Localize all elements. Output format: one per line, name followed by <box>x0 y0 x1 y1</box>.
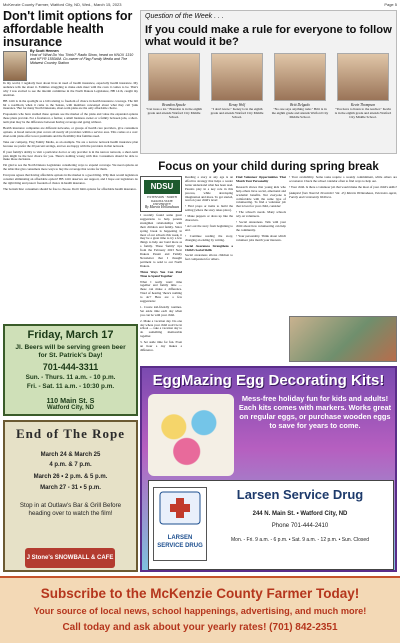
showtime: March 27 - 31 • 5 p.m. <box>40 485 101 491</box>
student-card <box>208 53 266 119</box>
article-paragraph: I'm glad to see the North Dakota Legislature considering ways to expand coverage. We need options on the table that give consumers more ways to buy the coverage that works for them. <box>3 163 138 172</box>
showtime: March 24 & March 25 <box>40 452 101 458</box>
student-answer: "You have to listen to the teacher." Kevin is in the eighth grade and attends Watford City Middle School. <box>334 107 392 120</box>
ad-hours-weekend: Fri. - Sat. 11 a.m. - 10:30 p.m. <box>26 383 115 390</box>
student-photo <box>211 53 263 101</box>
student-answer: "I don't know." Kenzy is in the eighth grade and attends Watford City Middle School. <box>210 107 264 120</box>
focus-paragraph: • Continue reading the story, changing an ending by writing. <box>185 233 233 242</box>
focus-paragraph: • Your availability. Some tasks require a weekly commitment, while others are occasional. Check the school calendar often to find ways to help out. <box>289 175 397 183</box>
article-paragraph: Everyone agrees that having affordable options in the market is a good thing. Why then would legislators consider eliminating an affordable option? HB 1416 deserves our support, and I hope our legislators do the right thing and protect freedom of choice in health insurance. <box>3 173 138 185</box>
student-photo <box>148 53 200 101</box>
article-paragraph: In my world, I regularly hear about lives in need of health insurance, especially health insurance. My audience tells me about it. Families struggling to make ends meet with the costs it comes to be. That's why I was excited to see the interim committee in the North Dakota Legislature, HB 1416, caught my attention. <box>3 81 138 97</box>
article-paragraph: HB 1416 is in the spotlight as a bill relating to freedom of choice in health insurance coverage. The bill hit a roadblock when it came to the Senate, with members concerned about what they call 'junk insurance.' But for many North Dakotans, short-term plans are the only affordable choice. <box>3 98 138 111</box>
focus-paragraph: • Act out the story from beginning to end. <box>185 223 233 232</box>
pharmacy-icon <box>158 488 202 528</box>
focus-paragraph: • Make puppets or dress up like the characters. <box>185 214 233 223</box>
larsen-logo <box>153 487 207 561</box>
ndsu-logo: NDSU <box>144 180 180 194</box>
page-header <box>3 2 397 8</box>
student-name: Brandon Spacke <box>162 103 186 107</box>
article-paragraph: Health insurance companies are different networks, or groups of health care providers, give consumers options. A broad network plan covers all nearly all providers within a service area. This comes at a cost: short-term plans offer lower premiums and the flexibility that families need. <box>3 126 138 138</box>
focus-column-1 <box>140 213 182 352</box>
ad-hours-weekday: Sun. - Thurs. 11 a.m. - 10 p.m. <box>25 374 116 381</box>
focus-column-3 <box>236 176 286 344</box>
article-headline: Don't limit options for affordable health insurance <box>3 9 133 49</box>
store-address: 244 N. Main St. • Watford City, ND <box>252 511 348 517</box>
subscribe-call: Call today and ask about your yearly rates! (701) 842-2351 <box>62 622 338 633</box>
student-card <box>271 53 329 119</box>
qow-label: Question of the Week . . . <box>145 13 224 20</box>
question-of-the-week <box>140 10 397 154</box>
byline-name: By Scott Hennen <box>30 49 59 53</box>
student-name: Britt Delgado <box>290 103 310 107</box>
store-name: Larsen Service Drug <box>236 487 364 502</box>
subscribe-headline: Subscribe to the McKenzie County Farmer Today! <box>40 586 360 601</box>
end-of-the-rope-ad <box>3 420 138 572</box>
focus-column-4 <box>289 176 397 314</box>
subscribe-banner <box>0 576 400 643</box>
focus-paragraph: 1. Create kid-friendly routines. Set aside time each day when you can be with your child. <box>140 304 182 317</box>
page-number: Page 5 <box>384 2 397 7</box>
author-photo <box>3 51 27 81</box>
store-hours: Mon. - Fri. 9 a.m. - 6 p.m. • Sat. 9 a.m. - 12 p.m. • Sun. Closed <box>231 537 369 543</box>
egg-decorating-ad <box>140 366 397 572</box>
focus-paragraph: • Find props or items to build the setting (where the story takes place). <box>185 204 233 213</box>
showtime: 4 p.m. & 7 p.m. <box>49 462 92 468</box>
focus-paragraph: (Adapted from Nourish Newsletter Vol. 45) Marcia Hellandsaas, Extension Agent, Family and Community Wellness. <box>289 190 397 199</box>
focus-paragraph: Reading a story at any age is an effective strategy that helps a reader better understand what has been read. Parents play in a key role in this process, while developing imagination and more. To get started, read on your child's level: <box>185 175 233 203</box>
egg-ad-body: Mess-free holiday fun for kids and adults! Each kits comes with markers. Works great on regular eggs, or purchase wooden eggs to save for years to come. <box>238 394 392 430</box>
focus-paragraph: What I really want: time together and family time — these can make a difference. Tired of hearing 'there's nothing to do'? Here are a few suggestions: <box>140 279 182 304</box>
student-answer: "Cut trees a lot." Brandon is in the eighth grade and attends Watford City Middle School. <box>146 107 202 120</box>
focus-paragraph: I recently found some great suggestions to help parents strengthen relationships with their children and family. Since spring break is happening in most of our schools this week, it may be a great time to try a few things to help our bond more as a family. These 'family' tips from the February 2023 Next Dakota Parent and Family Newsletter that I thought pertinent to send to our North Dakota. <box>140 213 182 268</box>
ad-green-beer-text: Jl. Beers will be serving green beer for St. Patrick's Day! <box>15 344 126 359</box>
ad-phone: 701-444-3311 <box>42 362 99 372</box>
family-photo <box>289 316 397 362</box>
article-paragraph: If your family's ability to visit a particular doctor or any provider is in the narrow network, a short-term plan might be the best choice for you. There's nothing wrong with that. Consumers should be able to make those decisions. <box>3 149 138 162</box>
focus-headline: Focus on your child during spring break <box>158 161 379 173</box>
qow-question: If you could make a rule for everyone to follow what would it be? <box>145 24 392 48</box>
ndsu-extension-box <box>140 176 182 212</box>
focus-paragraph: • Your personality. Think about which volunteer jobs match your interests. <box>236 233 286 242</box>
focus-author: By Marcia Hellandsaas <box>144 205 179 209</box>
snowball-cafe-logo: J Stone's SNOWBALL & CAFE <box>25 548 115 568</box>
focus-paragraph: • The school's needs. Many schools rely on volunteers. <box>236 210 286 219</box>
focus-subhead: Find Volunteer Opportunities That Match Your Personality <box>236 175 286 183</box>
ad-address: 110 Main St. S <box>46 396 95 405</box>
focus-paragraph: • Your child. Is there a volunteer job that would make the most of your child's skills? <box>289 184 397 189</box>
focus-subhead: Three Ways You Can Find Time to Spend Together <box>140 269 182 278</box>
subscribe-tagline: Your source of local news, school happenings, advertising, and much more! <box>33 606 367 616</box>
store-phone: Phone 701-444-2410 <box>271 523 329 529</box>
article-paragraph: Proponents who have studied these options see the market of the plans and value the expanded options these plans provide. For a freelancer, a farmer, a small business owner or a family between jobs, a short-term plan may be the difference between having coverage and going without. <box>3 112 138 125</box>
film-title: End of The Rope <box>15 426 126 441</box>
student-name: Kenzy Wolf <box>228 103 246 107</box>
st-patricks-ad <box>3 324 138 416</box>
focus-paragraph: • Social Awareness. Talk with your child about how volunteering can help the community. <box>236 220 286 232</box>
egg-kit-photo <box>148 394 234 476</box>
article-paragraph: Take our company, Flag Family Media, as an example. We are a narrow network health insurance plan because we prefer the 20 percent savings, and we are happy with the providers in that network. <box>3 139 138 148</box>
ad-day: Friday, March 17 <box>27 329 114 341</box>
egg-ad-title: EggMazing Egg Decorating Kits! <box>152 372 385 389</box>
article-body <box>3 82 138 192</box>
rope-note: Stop in at Outlaw's Bar & Grill Before heading over to watch the film! <box>19 502 122 517</box>
student-card <box>334 53 392 119</box>
focus-column-2 <box>185 176 233 344</box>
focus-subhead: Social Awareness Strengthens a Child's Social Skills <box>185 243 233 252</box>
focus-paragraph: 3. Set aside time for fun. Even an hour a day makes a difference. <box>140 340 182 352</box>
article-paragraph: The bottom line: consumers should be free to choose. Don't limit options for affordable health insurance. <box>3 186 137 191</box>
header-left: McKenzie County Farmer, Watford City, ND, Wed., March 15, 2023 <box>3 2 122 7</box>
ndsu-extension-label: EXTENSION · NORTH DAKOTA STATE UNIVERSITY <box>147 195 177 206</box>
ad-city: Watford City, ND <box>47 405 94 411</box>
focus-paragraph: 2. Make a vacation day. Do one day where your child won't be in school — take a vacation day to do something memorable together. <box>140 318 182 339</box>
student-photo <box>337 53 389 101</box>
larsen-logo-text: LARSEN SERVICE DRUG <box>157 535 203 549</box>
focus-paragraph: Research shows that young kids who help others have social, emotional and academic benefits. Not everyone is comfortable with the same type of volunteering. To find a volunteer job that is best for your child, consider: <box>236 184 286 209</box>
byline-role: Host of 'What Do You Think?' Radio Show, heard on KNOX 1310 and KFYR 1550AM. Co-owner of Flag Family Media and The Midwest Country Station <box>30 53 134 65</box>
student-card <box>145 53 203 119</box>
student-answer: "No one says anything rude." Britt is in the eighth grade and attends Watford City Middle School. <box>271 107 329 120</box>
student-name: Kevin Thompson <box>350 103 376 107</box>
showtime: March 26 • 2 p.m. & 5 p.m. <box>33 474 108 480</box>
student-photo <box>274 53 326 101</box>
focus-paragraph: Social awareness allows children to feel compassion for others. <box>185 253 233 262</box>
larsen-store-box <box>148 480 394 570</box>
